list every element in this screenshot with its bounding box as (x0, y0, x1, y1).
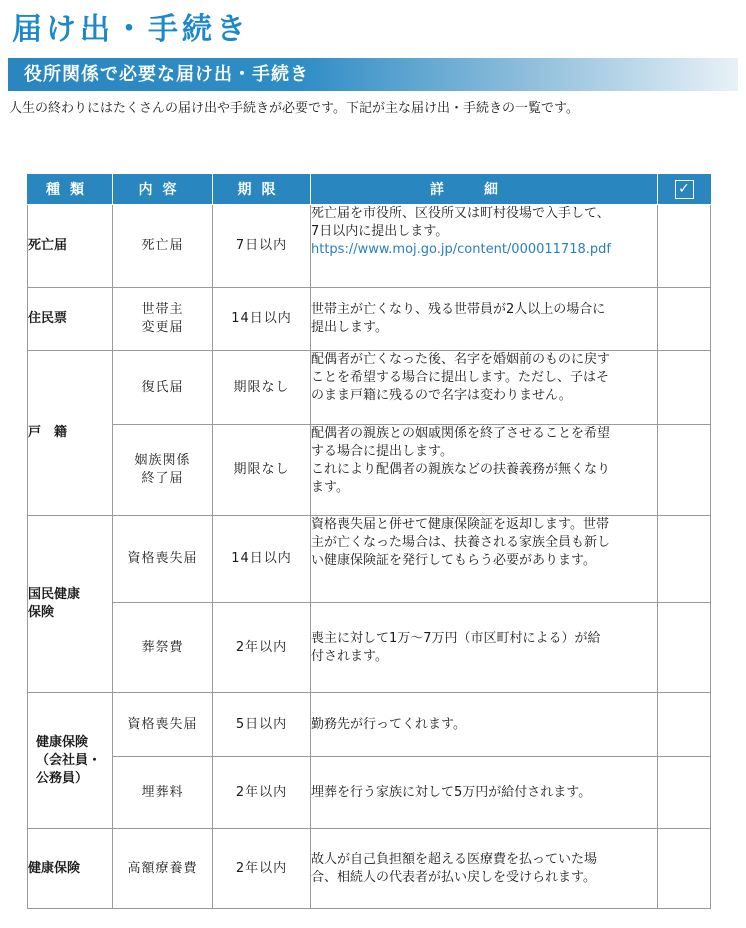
table-row (28, 205, 711, 288)
header-content: 内容 (113, 175, 213, 205)
table-row (28, 351, 711, 425)
procedure-name: 埋葬料 (113, 757, 213, 829)
procedure-name: 資格喪失届 (113, 693, 213, 757)
procedures-table (27, 174, 711, 909)
section-heading: 役所関係で必要な届け出・手続き (24, 64, 309, 85)
deadline-cell: 5日以内 (213, 693, 311, 757)
procedure-name-line: 終了届 (141, 471, 184, 486)
detail-cell (311, 603, 658, 693)
section-band (8, 58, 738, 91)
procedure-name (113, 288, 213, 351)
category-line: （会社員・ (36, 752, 102, 768)
detail-cell (311, 516, 658, 603)
detail-line: する場合に提出します。 (311, 444, 453, 459)
checkbox-cell[interactable] (658, 288, 711, 351)
page-title: 届け出・手続き (12, 12, 250, 47)
header-check (658, 175, 711, 205)
deadline-cell: 期限なし (213, 425, 311, 516)
detail-line: 埋葬を行う家族に対して5万円が給付されます。 (311, 784, 592, 800)
table-row (28, 288, 711, 351)
pdf-link[interactable]: https://www.moj.go.jp/content/000011718.pdf (311, 242, 611, 257)
procedure-name-line: 世帯主 (141, 302, 184, 317)
category-line: 国民健康 (28, 587, 81, 602)
deadline-cell: 2年以内 (213, 603, 311, 693)
detail-line: 提出します。 (311, 320, 388, 335)
detail-line: 合、相続人の代表者が払い戻しを受けられます。 (311, 869, 596, 885)
detail-line: ます。 (311, 480, 349, 495)
detail-cell (311, 829, 658, 909)
detail-cell (311, 351, 658, 425)
check-icon: ✓ (675, 180, 694, 199)
detail-cell (311, 425, 658, 516)
category-cell: 住民票 (28, 288, 113, 351)
detail-line: 死亡届を市役所、区役所又は町村役場で入手して、 (311, 206, 610, 221)
header-detail: 詳細 (311, 175, 658, 205)
checkbox-cell[interactable] (658, 603, 711, 693)
procedure-name: 死亡届 (113, 205, 213, 288)
deadline-cell: 14日以内 (213, 288, 311, 351)
category-cell: 死亡届 (28, 205, 113, 288)
deadline-cell: 期限なし (213, 351, 311, 425)
detail-line: 7日以内に提出します。 (311, 224, 449, 239)
detail-line: これにより配偶者の親族などの扶養義務が無くなり (311, 462, 611, 477)
procedure-name: 資格喪失届 (113, 516, 213, 603)
checkbox-cell[interactable] (658, 829, 711, 909)
deadline-cell: 14日以内 (213, 516, 311, 603)
detail-cell (311, 288, 658, 351)
detail-cell (311, 757, 658, 829)
category-line: 保険 (28, 605, 55, 620)
table-row (28, 516, 711, 603)
checkbox-cell[interactable] (658, 516, 711, 603)
deadline-cell: 2年以内 (213, 829, 311, 909)
detail-line: 付されます。 (311, 648, 388, 664)
category-cell (28, 516, 113, 693)
procedure-name: 葬祭費 (113, 603, 213, 693)
table-row (28, 693, 711, 757)
header-deadline: 期限 (213, 175, 311, 205)
checkbox-cell[interactable] (658, 351, 711, 425)
detail-line: 故人が自己負担額を超える医療費を払っていた場 (311, 851, 598, 867)
detail-line: 配偶者が亡くなった後、名字を婚姻前のものに戻す (311, 352, 611, 367)
category-cell: 健康保険 (28, 829, 113, 909)
detail-line: 勤務先が行ってくれます。 (311, 716, 466, 732)
detail-line: 喪主に対して1万〜7万円（市区町村による）が給 (311, 630, 601, 646)
table-row (28, 829, 711, 909)
deadline-cell: 2年以内 (213, 757, 311, 829)
procedure-name-line: 変更届 (141, 320, 184, 335)
procedure-name: 高額療養費 (113, 829, 213, 909)
checkbox-cell[interactable] (658, 693, 711, 757)
detail-line: 世帯主が亡くなり、残る世帯員が2人以上の場合に (311, 302, 606, 317)
deadline-cell: 7日以内 (213, 205, 311, 288)
detail-cell (311, 205, 658, 288)
table-header-row (28, 175, 711, 205)
procedure-name-line: 姻族関係 (134, 453, 191, 468)
detail-line: 資格喪失届と併せて健康保険証を返却します。世帯 (311, 517, 609, 532)
detail-line: 主が亡くなった場合は、扶養される家族全員も新し (311, 535, 611, 550)
detail-line: 配偶者の親族との姻戚関係を終了させることを希望 (311, 426, 611, 441)
category-line: 公務員） (36, 770, 89, 786)
category-cell: 戸 籍 (28, 351, 113, 516)
table-row (28, 757, 711, 829)
checkbox-cell[interactable] (658, 757, 711, 829)
table-row (28, 603, 711, 693)
detail-line: のまま戸籍に残るので名字は変わりません。 (311, 388, 572, 403)
detail-cell (311, 693, 658, 757)
intro-text: 人生の終わりにはたくさんの届け出や手続きが必要です。下記が主な届け出・手続きの一覧です。 (9, 101, 579, 116)
procedure-name: 復氏届 (113, 351, 213, 425)
checkbox-cell[interactable] (658, 205, 711, 288)
table-row (28, 425, 711, 516)
detail-line: い健康保険証を発行してもらう必要があります。 (311, 553, 596, 568)
procedure-name (113, 425, 213, 516)
category-cell (28, 693, 113, 829)
category-line: 健康保険 (36, 734, 89, 750)
header-category: 種類 (28, 175, 113, 205)
checkbox-cell[interactable] (658, 425, 711, 516)
detail-line: ことを希望する場合に提出します。ただし、子はそ (311, 370, 609, 385)
